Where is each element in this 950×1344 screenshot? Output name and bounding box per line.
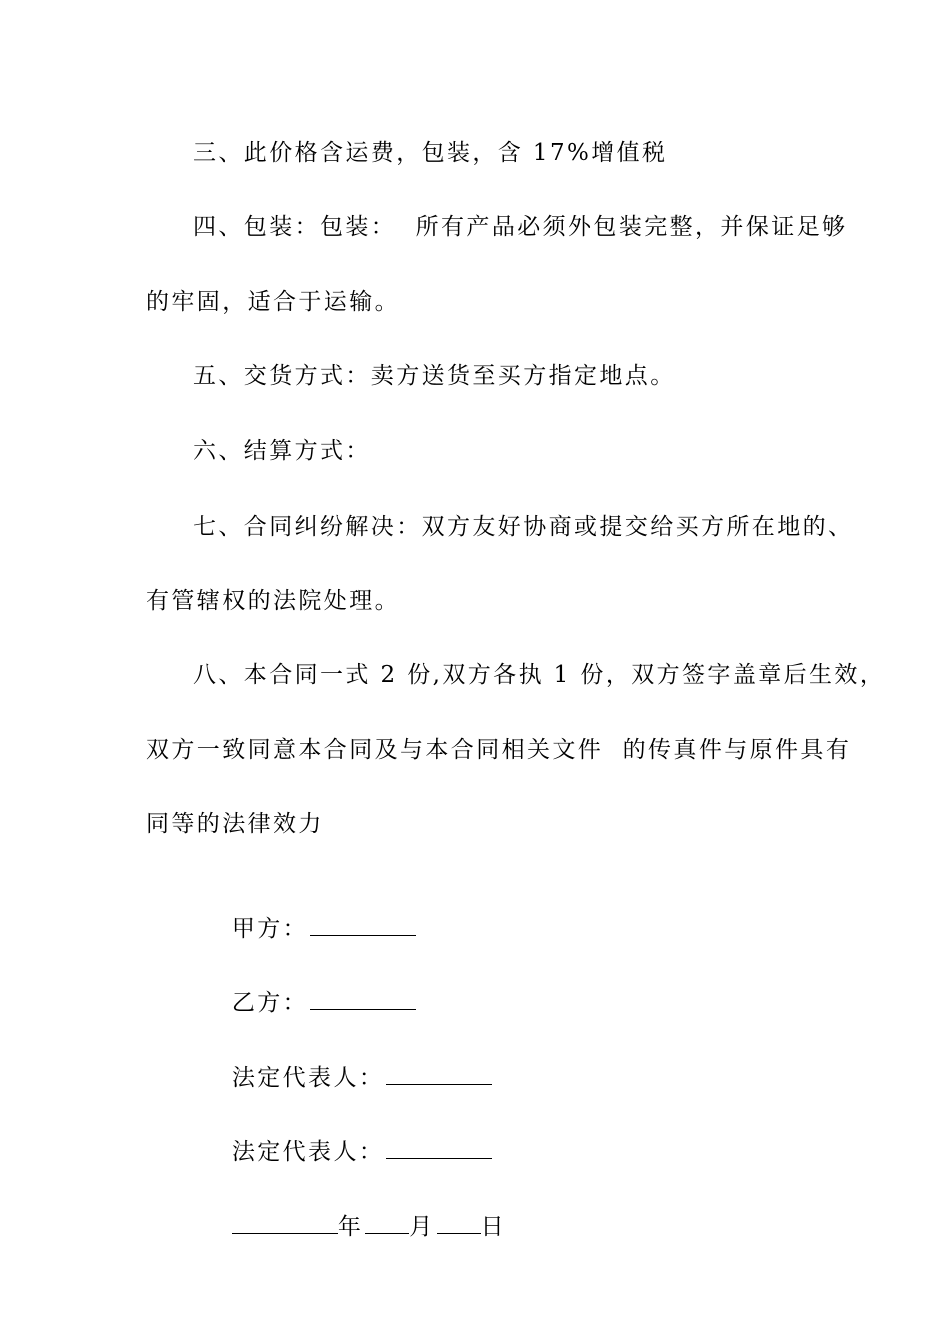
party-a-blank	[310, 917, 416, 936]
date-line	[193, 1182, 506, 1272]
day-label: 日	[480, 1214, 507, 1240]
clause-7-line-1: 七、合同纠纷解决：双方友好协商或提交给买方所在地的、	[193, 514, 854, 540]
month-label: 月	[409, 1214, 435, 1240]
legal-rep-b-label: 法定代表人：	[231, 1139, 385, 1165]
day-blank	[437, 1215, 481, 1234]
year-label: 年	[337, 1214, 364, 1240]
clause-8-line-1: 八、本合同一式 2 份,双方各执 1 份，双方签字盖章后生效，	[193, 662, 886, 688]
clause-8-line-2: 双方一致同意本合同及与本合同相关文件 的传真件与原件具有	[146, 737, 852, 763]
legal-rep-a-blank	[386, 1066, 492, 1085]
clause-4-line-1: 四、包装：包装： 所有产品必须外包装完整，并保证足够	[193, 214, 848, 240]
clause-8-line-3: 同等的法律效力	[146, 811, 324, 837]
legal-rep-a-label: 法定代表人：	[231, 1065, 385, 1091]
clause-3: 三、此价格含运费，包装，含 17%增值税	[193, 140, 668, 166]
month-blank	[365, 1215, 409, 1234]
clause-5: 五、交货方式：卖方送货至买方指定地点。	[193, 363, 676, 389]
clause-7-line-2: 有管辖权的法院处理。	[146, 588, 400, 614]
party-b-blank	[310, 991, 416, 1010]
clause-4-line-2: 的牢固，适合于运输。	[146, 289, 400, 315]
clause-6: 六、结算方式：	[193, 438, 371, 464]
legal-rep-b-blank	[386, 1140, 492, 1159]
party-b-label: 乙方：	[231, 990, 309, 1016]
year-blank	[232, 1215, 338, 1234]
party-a-label: 甲方：	[231, 916, 309, 942]
